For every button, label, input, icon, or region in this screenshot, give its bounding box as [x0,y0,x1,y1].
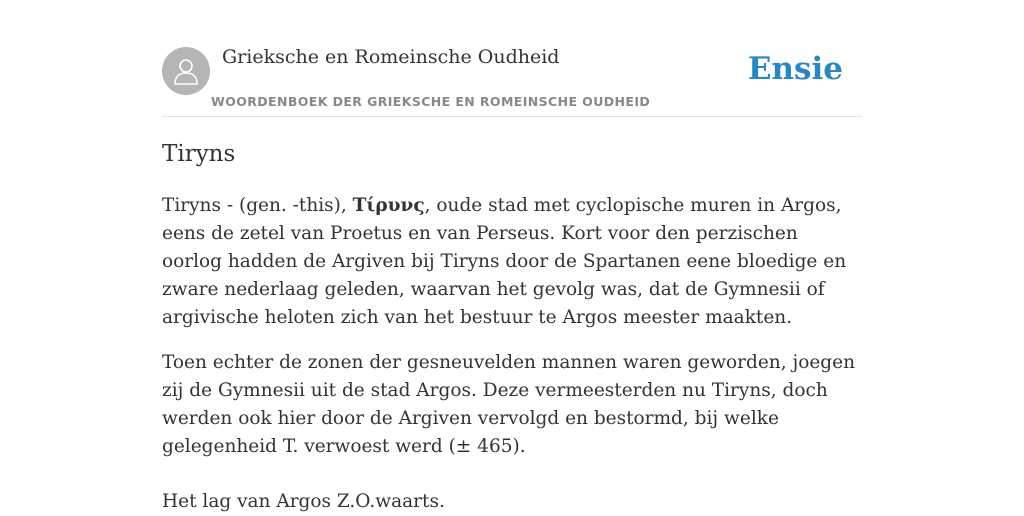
paragraph-3: Het lag van Argos Z.O.waarts. [162,491,445,512]
user-icon [172,56,200,86]
site-subtitle: WOORDENBOEK DER GRIEKSCHE EN ROMEINSCHE OUDHEID [211,94,651,109]
avatar[interactable] [162,47,210,95]
site-header [162,45,862,117]
greek-name: Τίρυνς [352,195,425,216]
paragraph-1 [162,192,862,332]
paragraph-1-body: , oude stad met cyclopische muren in Argos, eens de zetel van Proetus en van Perseus. Kort voor den perzischen oorlog hadden de Argiven bij Tiryns door de Spartanen eene bloedige en zware nederlaag geleden, waarvan het gevolg was, dat de Gymnesii of argivische heloten zich van het bestuur te Argos meester maakten. [162,195,847,328]
page-title: Tiryns [162,141,236,167]
article [162,136,862,516]
brand-logo[interactable]: Ensie [747,51,843,87]
site-title[interactable]: Grieksche en Romeinsche Oudheid [222,46,560,68]
paragraph-2: Toen echter de zonen der gesneuvelden mannen waren geworden, joegen zij de Gymnesii uit de stad Argos. Deze vermeesterden nu Tiryns, doch werden ook hier door de Argiven vervolgd en bestormd, bij welke gelegenheid T. verwoest werd (± 465). [162,352,856,457]
paragraph-1-intro: Tiryns - (gen. -this), [162,195,353,216]
